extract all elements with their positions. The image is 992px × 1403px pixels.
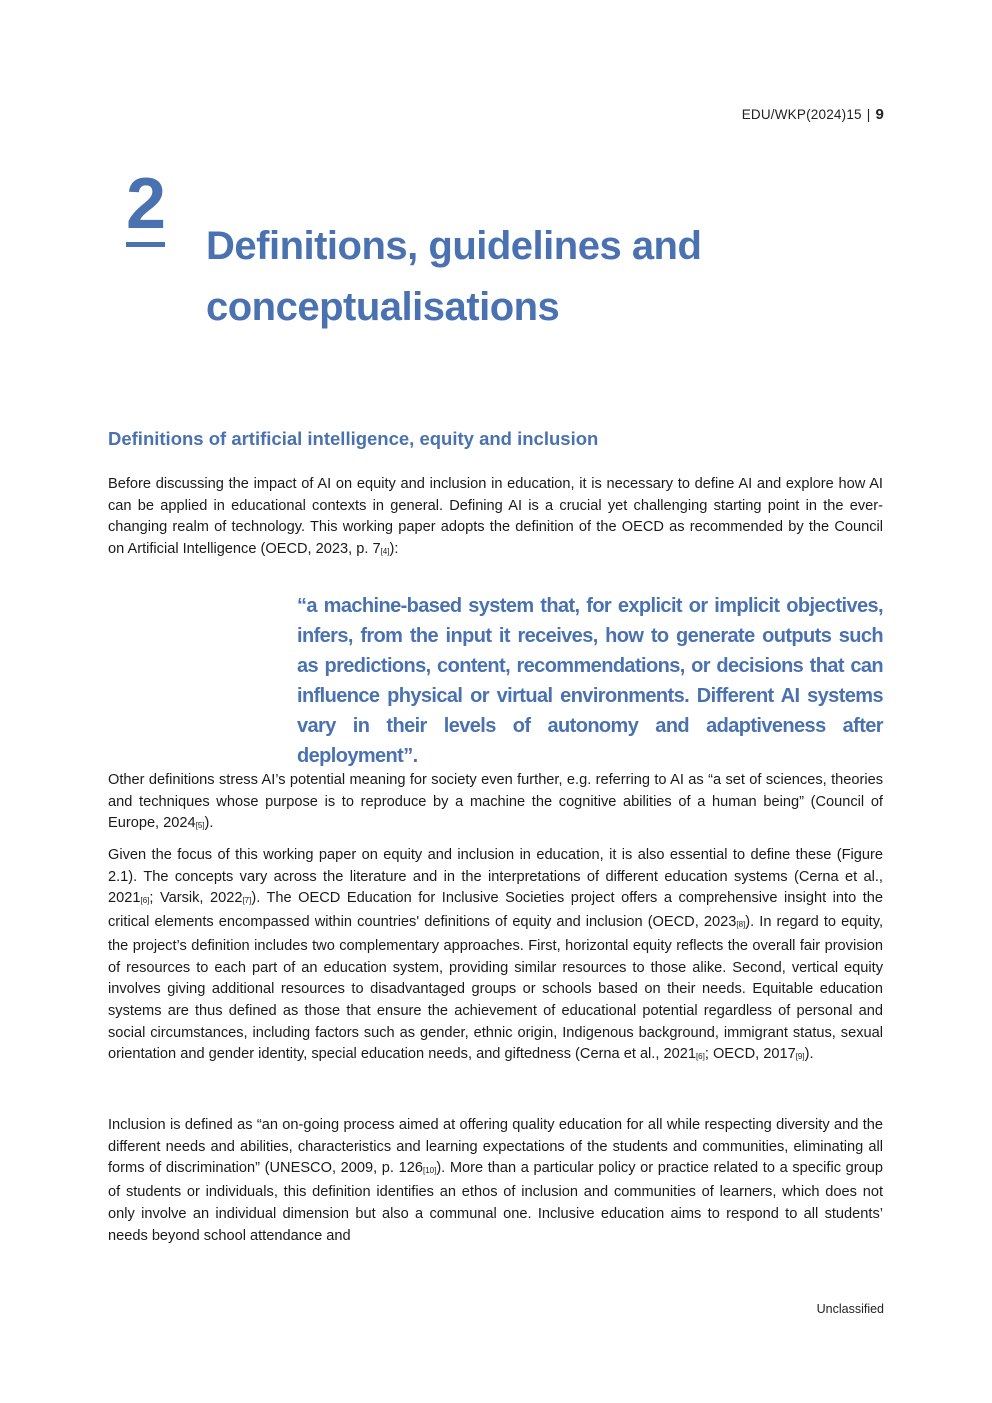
citation-ref: [9] (795, 1052, 805, 1062)
page-header (742, 106, 884, 123)
paragraph-text: ). (204, 815, 214, 832)
paragraph-text: ). More than a particular policy or practice related to a specific group of students or individuals, this definition identifies an ethos of inclusion and communities of learners, which does not only involve an individual dimension but also a communal one. Inclusive education aims to respond to all students’ needs beyond school attendance and (108, 1160, 883, 1244)
paragraph-text: ). (804, 1046, 814, 1063)
citation-ref: [7] (242, 896, 252, 906)
paragraph-text: ). The OECD Education for Inclusive Societies project offers a comprehensive insight into the critical elements encompassed within countries' definitions of equity and inclusion (OECD, 2023 (108, 890, 883, 931)
paragraph-text: Other definitions stress AI’s potential meaning for society even further, e.g. referring to AI as “a set of sciences, theories and techniques whose purpose is to reproduce by a machine the cognitive abilities of a human being” (Council of Europe, 2024 (108, 772, 883, 832)
block-quote-oecd-definition: “a machine-based system that, for explicit or implicit objectives, infers, from the input it receives, how to generate outputs such as predictions, content, recommendations, or decisions that can influence physical or virtual environments. Different AI systems vary in their levels of autonomy and adaptiveness after deployment”. (297, 595, 883, 767)
paragraph-other-definitions (108, 770, 883, 837)
citation-ref: [4] (380, 547, 390, 557)
chapter-title: Definitions, guidelines and conceptualisations (206, 224, 702, 329)
paragraph-text: ). In regard to equity, the project’s definition includes two complementary approaches. First, horizontal equity reflects the overall fair provision of resources to each part of an education system, providing similar resources to those alike. Second, vertical equity involves giving additional resources to disadvantaged groups or schools based on their needs. Equitable education systems are thus defined as those that ensure the achievement of educational potential regardless of personal and social circumstances, including factors such as gender, ethnic origin, Indigenous background, immigrant status, sexual orientation and gender identity, special education needs, and giftedness (Cerna et al., 2021 (108, 914, 883, 1063)
citation-ref: [10] (422, 1166, 437, 1176)
classification-footer: Unclassified (816, 1302, 884, 1316)
page-number: 9 (875, 106, 884, 123)
header-separator: | (866, 107, 871, 122)
paragraph-ai-definition-intro (108, 474, 883, 563)
paragraph-text: Inclusion is defined as “an on-going process aimed at offering quality education for all while respecting diversity and the different needs and abilities, characteristics and learning expectations of the students and communities, eliminating all forms of discrimination” (UNESCO, 2009, p. 126 (108, 1117, 883, 1177)
document-id: EDU/WKP(2024)15 (741, 107, 862, 122)
chapter-number: 2 (126, 168, 165, 247)
paragraph-text: Given the focus of this working paper on equity and inclusion in education, it is also essential to define these (Figure 2.1). The concepts vary across the literature and in the interpretations of different education systems (Cerna et al., 2021 (108, 847, 883, 907)
paragraph-inclusion (108, 1115, 883, 1247)
citation-ref: [6] (140, 896, 150, 906)
citation-ref: [8] (736, 920, 746, 930)
paragraph-text: Before discussing the impact of AI on equity and inclusion in education, it is necessary to define AI and explore how AI can be applied in educational contexts in general. Defining AI is a crucial yet challenging starting point in the ever-changing realm of technology. This working paper adopts the definition of the OECD as recommended by the Council on Artificial Intelligence (OECD, 2023, p. 7 (108, 476, 883, 558)
paragraph-equity (108, 845, 883, 1068)
paragraph-text: ): (389, 541, 399, 558)
paragraph-text: ; Varsik, 2022 (149, 890, 243, 907)
section-heading: Definitions of artificial intelligence, equity and inclusion (108, 428, 599, 449)
paragraph-text: ; OECD, 2017 (704, 1046, 796, 1063)
citation-ref: [5] (195, 821, 205, 831)
citation-ref: [6] (695, 1052, 705, 1062)
